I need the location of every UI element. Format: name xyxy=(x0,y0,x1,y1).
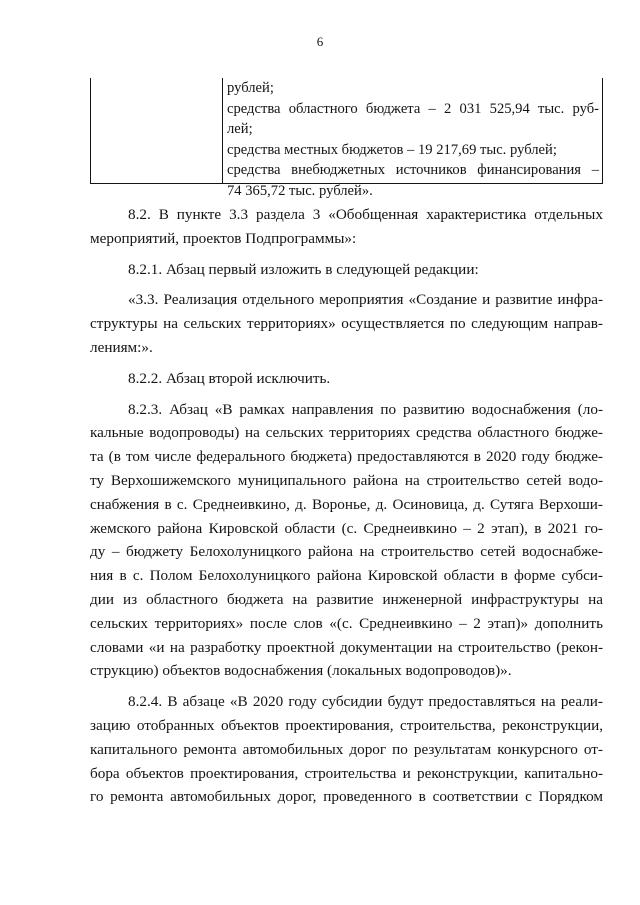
text-line: 8.2.1. Абзац первый изложить в следующей редакции: xyxy=(128,260,479,278)
text-line: струкцию) объектов водоснабжения (локальных водопроводов)». xyxy=(90,662,512,680)
text-line: ту Верхошижемского муниципального района на строительство сетей водо- xyxy=(90,471,603,489)
text-line: ду – бюджету Белохолуницкого района на строительство сетей водоснабже- xyxy=(90,543,603,561)
paragraph-quote-3-3 xyxy=(90,288,603,359)
text-line: словами «и на разработку проектной документации на строительство (рекон- xyxy=(90,638,603,656)
paragraph-8-2-1 xyxy=(90,258,603,282)
text-line: 8.2.2. Абзац второй исключить. xyxy=(128,369,331,387)
text-line: 8.2.3. Абзац «В рамках направления по развитию водоснабжения (ло- xyxy=(128,400,603,418)
document-body xyxy=(90,203,603,809)
text-line: зацию отобранных объектов проектирования, строительства, реконструкции, xyxy=(90,716,603,734)
text-line: жемского района Кировской области (с. Среднеивкино – 2 этап), в 2021 го- xyxy=(90,519,603,537)
text-line: капитального ремонта автомобильных дорог по результатам конкурсного от- xyxy=(90,740,603,758)
text-line: бора объектов проектирования, строительства и реконструкции, капитально- xyxy=(90,764,603,782)
text-line: «3.3. Реализация отдельного мероприятия «Создание и развитие инфра- xyxy=(128,291,603,309)
table-line: лей; xyxy=(227,121,253,137)
text-line: снабжения в с. Среднеивкино, д. Воронье, д. Осиновица, д. Сутяга Верхоши- xyxy=(90,495,603,513)
table-line: 74 365,72 тыс. рублей». xyxy=(227,182,373,199)
table-line: средства местных бюджетов – 19 217,69 тыс. рублей; xyxy=(227,141,557,158)
text-line: структуры на сельских территориях» осуществляется по следующим направ- xyxy=(90,315,603,333)
page-number: 6 xyxy=(316,34,324,49)
text-line: 8.2.4. В абзаце «В 2020 году субсидии будут предоставляться на реали- xyxy=(128,693,603,711)
paragraph-8-2-4 xyxy=(90,690,603,809)
text-line: кальные водопроводы) на сельских территориях средства областного бюдже- xyxy=(90,424,603,442)
text-line: лениям:». xyxy=(90,338,153,356)
text-line: мероприятий, проектов Подпрограммы»: xyxy=(90,229,357,247)
text-line: дии из областного бюджета на развитие инженерной инфраструктуры на xyxy=(90,590,603,608)
paragraph-8-2-2 xyxy=(90,367,603,391)
text-line: 8.2. В пункте 3.3 раздела 3 «Обобщенная характеристика отдельных xyxy=(128,206,603,223)
table-left-cell xyxy=(91,78,223,183)
paragraph-8-2 xyxy=(90,203,603,251)
table-right-cell xyxy=(227,78,599,201)
text-line: сельских территориях» после слов «(с. Среднеивкино – 2 этап)» дополнить xyxy=(90,614,603,632)
paragraph-8-2-3 xyxy=(90,398,603,684)
text-line: го ремонта автомобильных дорог, проведенного в соответствии с Порядком xyxy=(90,788,603,806)
table-line: рублей; xyxy=(227,80,274,96)
table-line: средства внебюджетных источников финансирования – xyxy=(227,162,599,178)
funding-table xyxy=(90,78,603,199)
text-line: та (в том числе федерального бюджета) предоставляются в 2020 году бюдже- xyxy=(90,448,603,466)
text-line: ния в с. Полом Белохолуницкого района Кировской области в форме субси- xyxy=(90,567,603,585)
table-line: средства областного бюджета – 2 031 525,94 тыс. руб- xyxy=(227,100,599,117)
